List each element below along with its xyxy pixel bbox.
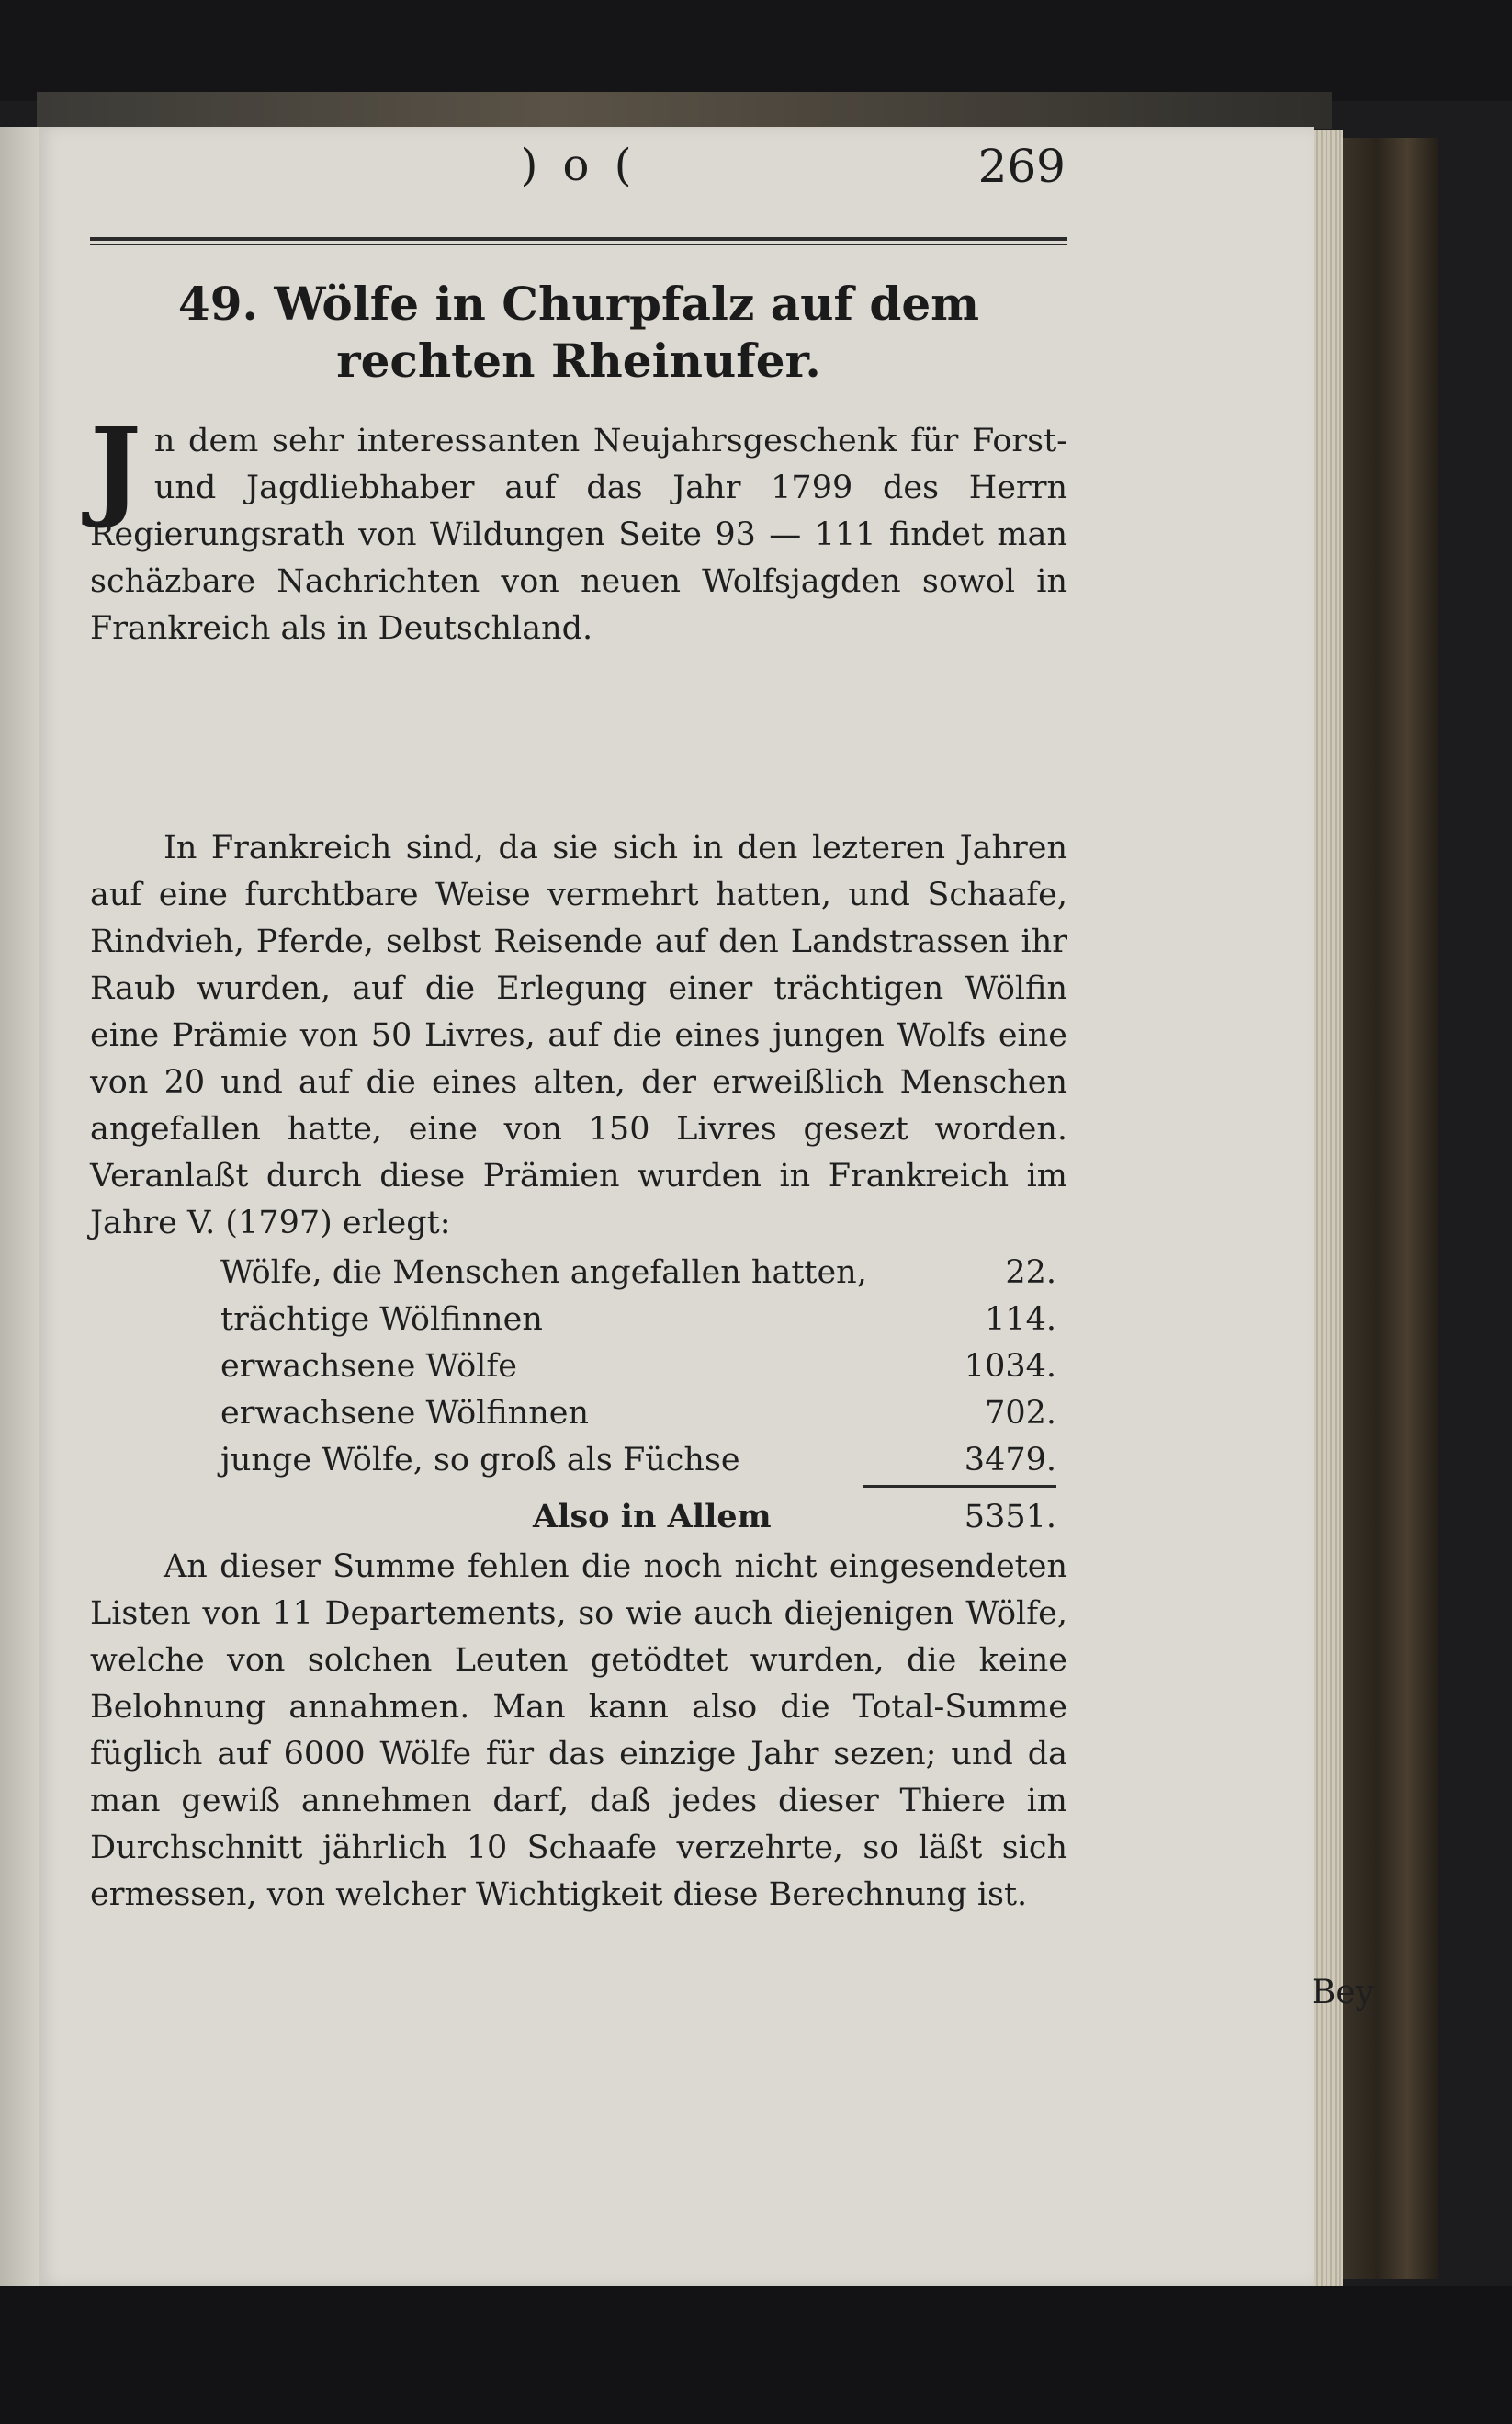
tally-label: erwachsene Wölfinnen — [220, 1395, 590, 1432]
background-bottom — [0, 2286, 1512, 2424]
catchword: Bey — [1311, 1974, 1374, 2011]
page-header — [92, 140, 1066, 204]
paragraph-france: In Frankreich sind, da sie sich in den lezteren Jahren auf eine furchtbare Weise vermehrt hatten, und Schaafe, Rindvieh, Pferde, selbst Reisende auf den Landstrassen ihr Raub wurden, auf die Erlegung einer trächtigen Wölfin eine Prämie von 50 Livres, auf die eines jungen Wolfs eine von 20 und auf die eines alten, der erweißlich Menschen angefallen hatte, eine von 150 Livres gesezt worden. Veranlaßt durch diese Prämien wurden in Frankreich im Jahre V. (1797) erlegt: — [90, 830, 1067, 1241]
background-top — [0, 0, 1512, 101]
paragraph-summary: An dieser Summe fehlen die noch nicht eingesendeten Listen von 11 Departements, so wie auch diejenigen Wölfe, welche von solchen Leuten getödtet wurden, die keine Belohnung annahmen. Man kann also die Total-Summe füglich auf 6000 Wölfe für das einzige Jahr sezen; und da man gewiß annehmen darf, daß jedes dieser Thiere im Durchschnitt jährlich 10 Schaafe verzehrte, so läßt sich ermessen, von welcher Wichtigkeit diese Berechnung ist. — [90, 1548, 1067, 1913]
tally-total-row — [220, 1490, 1056, 1545]
tally-value: 114. — [985, 1301, 1056, 1338]
tally-row — [220, 1250, 1056, 1297]
tally-total-value: 5351. — [964, 1499, 1056, 1535]
paragraph-intro — [90, 403, 1067, 652]
tally-row — [220, 1437, 1056, 1484]
running-head: ) o ( — [520, 140, 638, 191]
drop-cap: J — [90, 403, 141, 531]
tally-value: 1034. — [964, 1348, 1056, 1385]
binding-strip — [37, 92, 1332, 129]
tally-label: Wölfe, die Menschen angefallen hatten, — [220, 1254, 867, 1291]
header-rule — [90, 237, 1067, 245]
left-page-edge — [0, 127, 39, 2286]
tally-row — [220, 1297, 1056, 1343]
tally-label: trächtige Wölfinnen — [220, 1301, 543, 1338]
tally-label: junge Wölfe, so groß als Füchse — [220, 1442, 740, 1478]
tally-row — [220, 1390, 1056, 1437]
wolf-tally-table — [220, 1250, 1056, 1545]
tally-row — [220, 1343, 1056, 1390]
tally-value: 22. — [1005, 1254, 1056, 1291]
tally-value: 702. — [985, 1395, 1056, 1432]
book-cover-edge — [1337, 138, 1438, 2279]
paragraph-intro-text: n dem sehr interessanten Neujahrsgeschenk für Forst- und Jagdliebhaber auf das Jahr 1799 des Herrn Regierungsrath von Wildungen Seite 93 — 111 findet man schäzbare Nachrichten von neuen Wolfsjagden sowol in Frankreich als in Deutschland. — [90, 423, 1067, 647]
page-number: 269 — [977, 140, 1066, 193]
section-title: 49. Wölfe in Churpfalz auf dem rechten Rheinufer. — [177, 277, 980, 388]
tally-total-label: Also in Allem — [533, 1498, 772, 1535]
sum-rule — [863, 1485, 1056, 1488]
tally-value: 3479. — [964, 1442, 1056, 1478]
tally-label: erwachsene Wölfe — [220, 1348, 517, 1385]
